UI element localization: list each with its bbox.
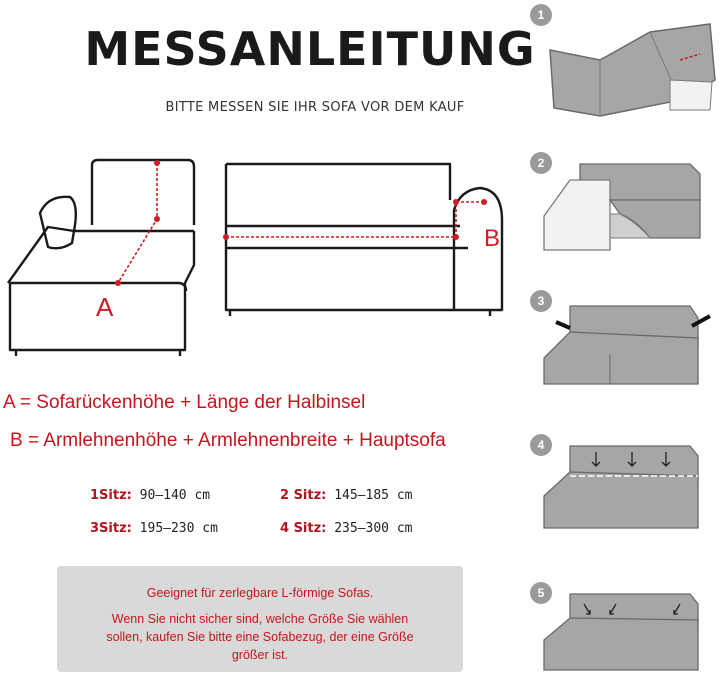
step-4-illustration <box>540 442 718 542</box>
size-label: 1Sitz: <box>90 488 132 503</box>
step-3-illustration <box>540 298 718 398</box>
step-badge-1: 1 <box>530 4 552 26</box>
size-label: 4 Sitz: <box>280 521 327 536</box>
size-range: 145–185 cm <box>334 488 413 503</box>
page-subtitle: BITTE MESSEN SIE IHR SOFA VOR DEM KAUF <box>165 100 465 115</box>
size-2-seat <box>280 488 412 503</box>
step-badge-2: 2 <box>530 152 552 174</box>
step-2-illustration <box>540 160 718 260</box>
size-label: 3Sitz: <box>90 521 132 536</box>
formula-a: A = Sofarückenhöhe + Länge der Halbinsel <box>3 392 366 413</box>
size-range: 90–140 cm <box>139 488 211 503</box>
measure-label-b: B <box>484 225 501 252</box>
size-3-seat <box>90 521 218 536</box>
formula-b: B = Armlehnenhöhe + Armlehnenbreite + Hauptsofa <box>10 430 446 451</box>
measure-label-a: A <box>96 292 114 322</box>
size-4-seat <box>280 521 412 536</box>
step-5-illustration <box>540 590 718 680</box>
note-line-2: Wenn Sie nicht sicher sind, welche Größe Sie wählen <box>111 612 409 626</box>
size-label: 2 Sitz: <box>280 488 327 503</box>
size-range: 235–300 cm <box>334 521 413 536</box>
sofa-front-diagram <box>220 160 510 330</box>
page-title: MESSANLEITUNG <box>84 22 536 76</box>
note-line-1: Geeignet für zerlegbare L-förmige Sofas. <box>146 586 374 600</box>
step-badge-3: 3 <box>530 290 552 312</box>
size-range: 195–230 cm <box>139 521 218 536</box>
size-1-seat <box>90 488 210 503</box>
note-line-4: größer ist. <box>231 648 289 662</box>
chaise-sofa-diagram <box>0 155 200 365</box>
step-badge-5: 5 <box>530 582 552 604</box>
note-line-3: sollen, kaufen Sie bitte eine Sofabezug, der eine Größe <box>106 630 414 644</box>
step-badge-4: 4 <box>530 434 552 456</box>
note-box <box>57 566 463 672</box>
step-1-illustration <box>540 20 718 130</box>
